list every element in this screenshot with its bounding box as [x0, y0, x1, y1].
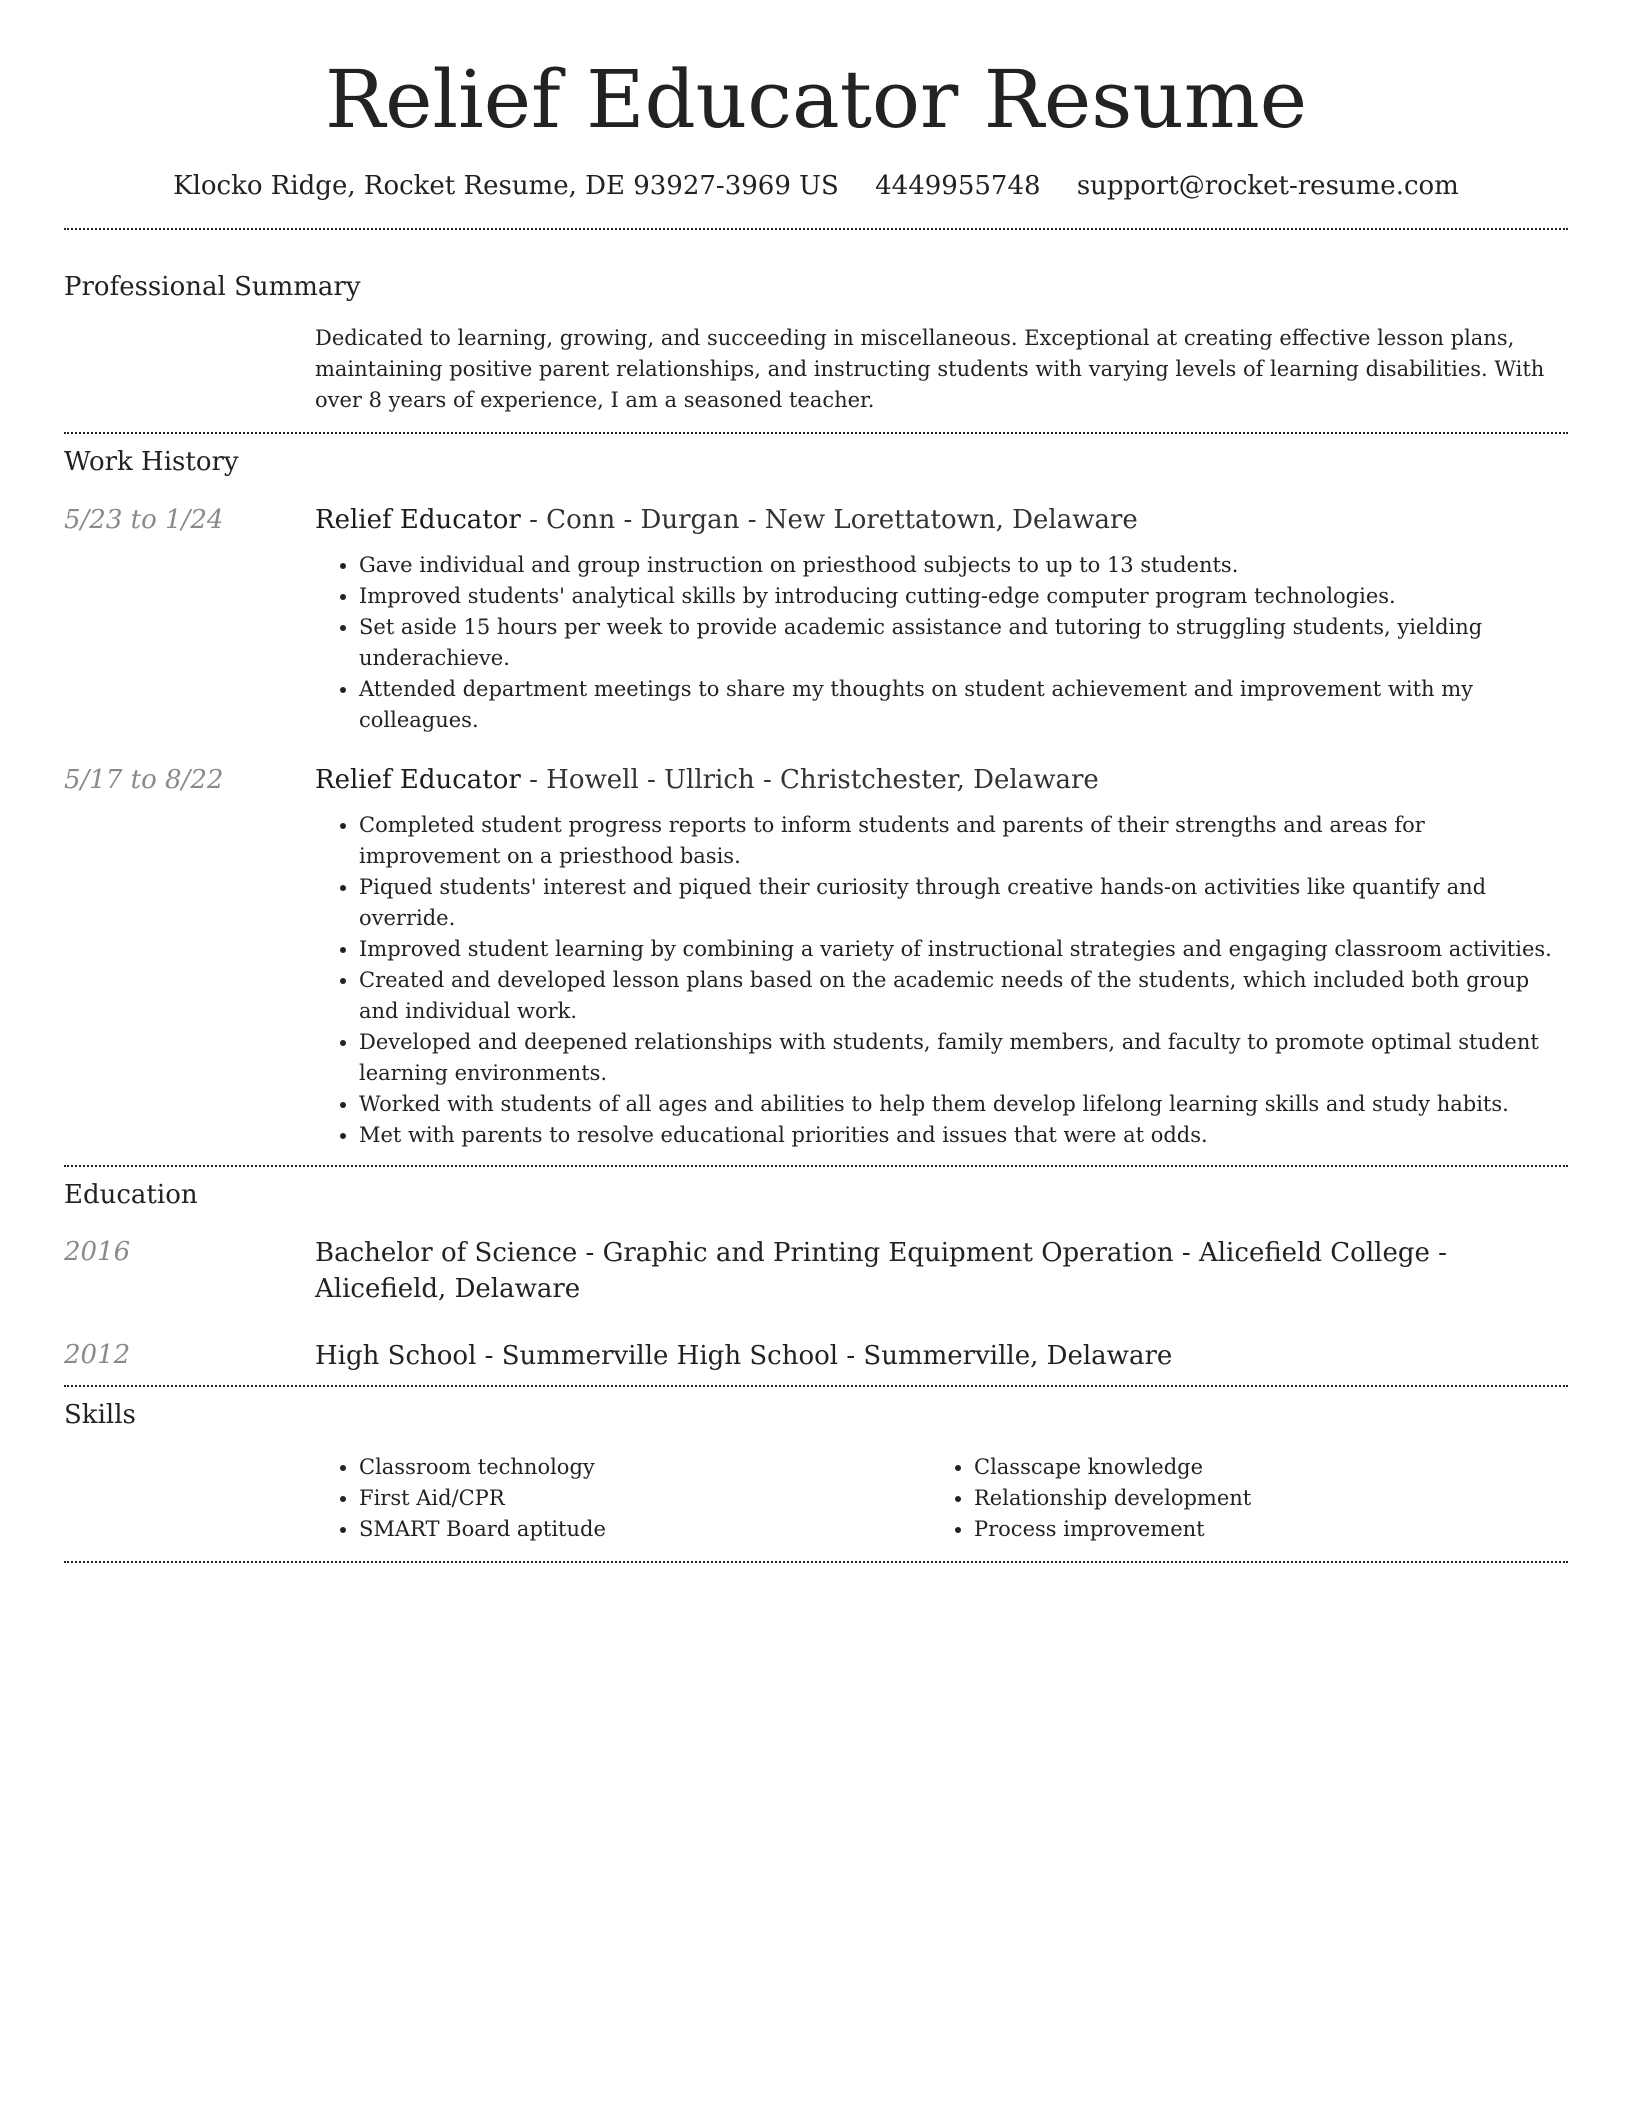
education-degree: Bachelor of Science - Graphic and Printing Equipment Operation: [315, 1238, 1174, 1268]
summary-text: Dedicated to learning, growing, and succeeding in miscellaneous. Exceptional at creating effective lesson plans, maintaining positive parent relationships, and instructing students with varying levels of learning disabilities. With over 8 years of experience, I am a seasoned teacher.: [315, 326, 1545, 412]
education-school: Summerville High School: [501, 1341, 839, 1371]
skill-item: • Relationship development: [974, 1483, 1545, 1514]
section-heading-skills: Skills: [64, 1400, 136, 1430]
education-location: Summerville, Delaware: [863, 1341, 1173, 1371]
job-dates: 5/17 to 8/22: [64, 765, 224, 795]
skill-item: • Process improvement: [974, 1514, 1545, 1545]
summary-section: [64, 230, 1568, 416]
skills-section: [64, 1387, 1568, 1545]
job-employer: Howell - Ullrich: [546, 765, 755, 795]
skill-item: • First Aid/CPR: [359, 1483, 930, 1514]
list-item: • Completed student progress reports to inform students and parents of their strengths and areas for improvement on a priesthood basis.: [359, 810, 1568, 872]
job-bullets: [315, 810, 1568, 1151]
resume-header: [64, 0, 1568, 204]
education-entry: [64, 1235, 1568, 1307]
skills-left-spacer: [64, 1452, 315, 1545]
job-heading: Relief Educator - Conn - Durgan - New Lorettatown, Delaware: [315, 505, 1138, 535]
skill-item: • SMART Board aptitude: [359, 1514, 930, 1545]
list-item: • Created and developed lesson plans based on the academic needs of the students, which included both group and individual work.: [359, 965, 1568, 1027]
education-school: Alicefield College: [1198, 1238, 1430, 1268]
education-degree: High School: [315, 1341, 477, 1371]
job-entry: [64, 503, 1568, 736]
education-location: Alicefield, Delaware: [315, 1274, 581, 1304]
education-year: 2016: [64, 1237, 131, 1267]
section-heading-work: Work History: [64, 447, 239, 477]
list-item: • Gave individual and group instruction on priesthood subjects to up to 13 students.: [359, 550, 1568, 581]
skill-item: • Classroom technology: [359, 1452, 930, 1483]
list-item: • Improved student learning by combining a variety of instructional strategies and engaging classroom activities.: [359, 934, 1568, 965]
education-heading: Bachelor of Science - Graphic and Printing Equipment Operation - Alicefield College - Alicefield, Delaware: [315, 1238, 1447, 1304]
job-dates: 5/23 to 1/24: [64, 505, 224, 535]
section-heading-education: Education: [64, 1180, 198, 1210]
job-title: Relief Educator: [315, 505, 521, 535]
contact-phone: 4449955748: [875, 171, 1041, 201]
job-bullets: [315, 550, 1568, 736]
list-item: • Developed and deepened relationships with students, family members, and faculty to promote optimal student learning environments.: [359, 1027, 1568, 1089]
list-item: • Piqued students' interest and piqued their curiosity through creative hands-on activities like quantify and override.: [359, 872, 1568, 934]
job-heading: Relief Educator - Howell - Ullrich - Christchester, Delaware: [315, 765, 1099, 795]
summary-left-spacer: [64, 323, 315, 416]
list-item: • Improved students' analytical skills by introducing cutting-edge computer program technologies.: [359, 581, 1568, 612]
skills-column-left: [315, 1452, 930, 1545]
skills-column-right: [930, 1452, 1545, 1545]
section-heading-summary: Professional Summary: [64, 272, 361, 302]
education-heading: High School - Summerville High School - Summerville, Delaware: [315, 1341, 1173, 1371]
list-item: • Set aside 15 hours per week to provide academic assistance and tutoring to struggling students, yielding underachieve.: [359, 612, 1568, 674]
skills-list: [315, 1452, 1568, 1545]
job-employer: Conn - Durgan: [546, 505, 740, 535]
skill-item: • Classcape knowledge: [974, 1452, 1545, 1483]
education-year: 2012: [64, 1340, 131, 1370]
work-section: [64, 434, 1568, 1151]
job-entry: [64, 763, 1568, 1151]
list-item: • Met with parents to resolve educational priorities and issues that were at odds.: [359, 1120, 1568, 1151]
list-item: • Attended department meetings to share my thoughts on student achievement and improvement with my colleagues.: [359, 674, 1568, 736]
resume-title: Relief Educator Resume: [324, 53, 1308, 146]
education-entry: [64, 1338, 1568, 1374]
contact-info: [64, 168, 1568, 204]
job-location: Christchester, Delaware: [780, 765, 1099, 795]
contact-email: support@rocket-resume.com: [1076, 171, 1459, 201]
job-title: Relief Educator: [315, 765, 521, 795]
divider: [64, 1561, 1568, 1563]
education-section: [64, 1167, 1568, 1374]
job-location: New Lorettatown, Delaware: [764, 505, 1138, 535]
list-item: • Worked with students of all ages and abilities to help them develop lifelong learning skills and study habits.: [359, 1089, 1568, 1120]
resume-page: [64, 0, 1568, 1563]
contact-address: Klocko Ridge, Rocket Resume, DE 93927-3969 US: [173, 171, 839, 201]
